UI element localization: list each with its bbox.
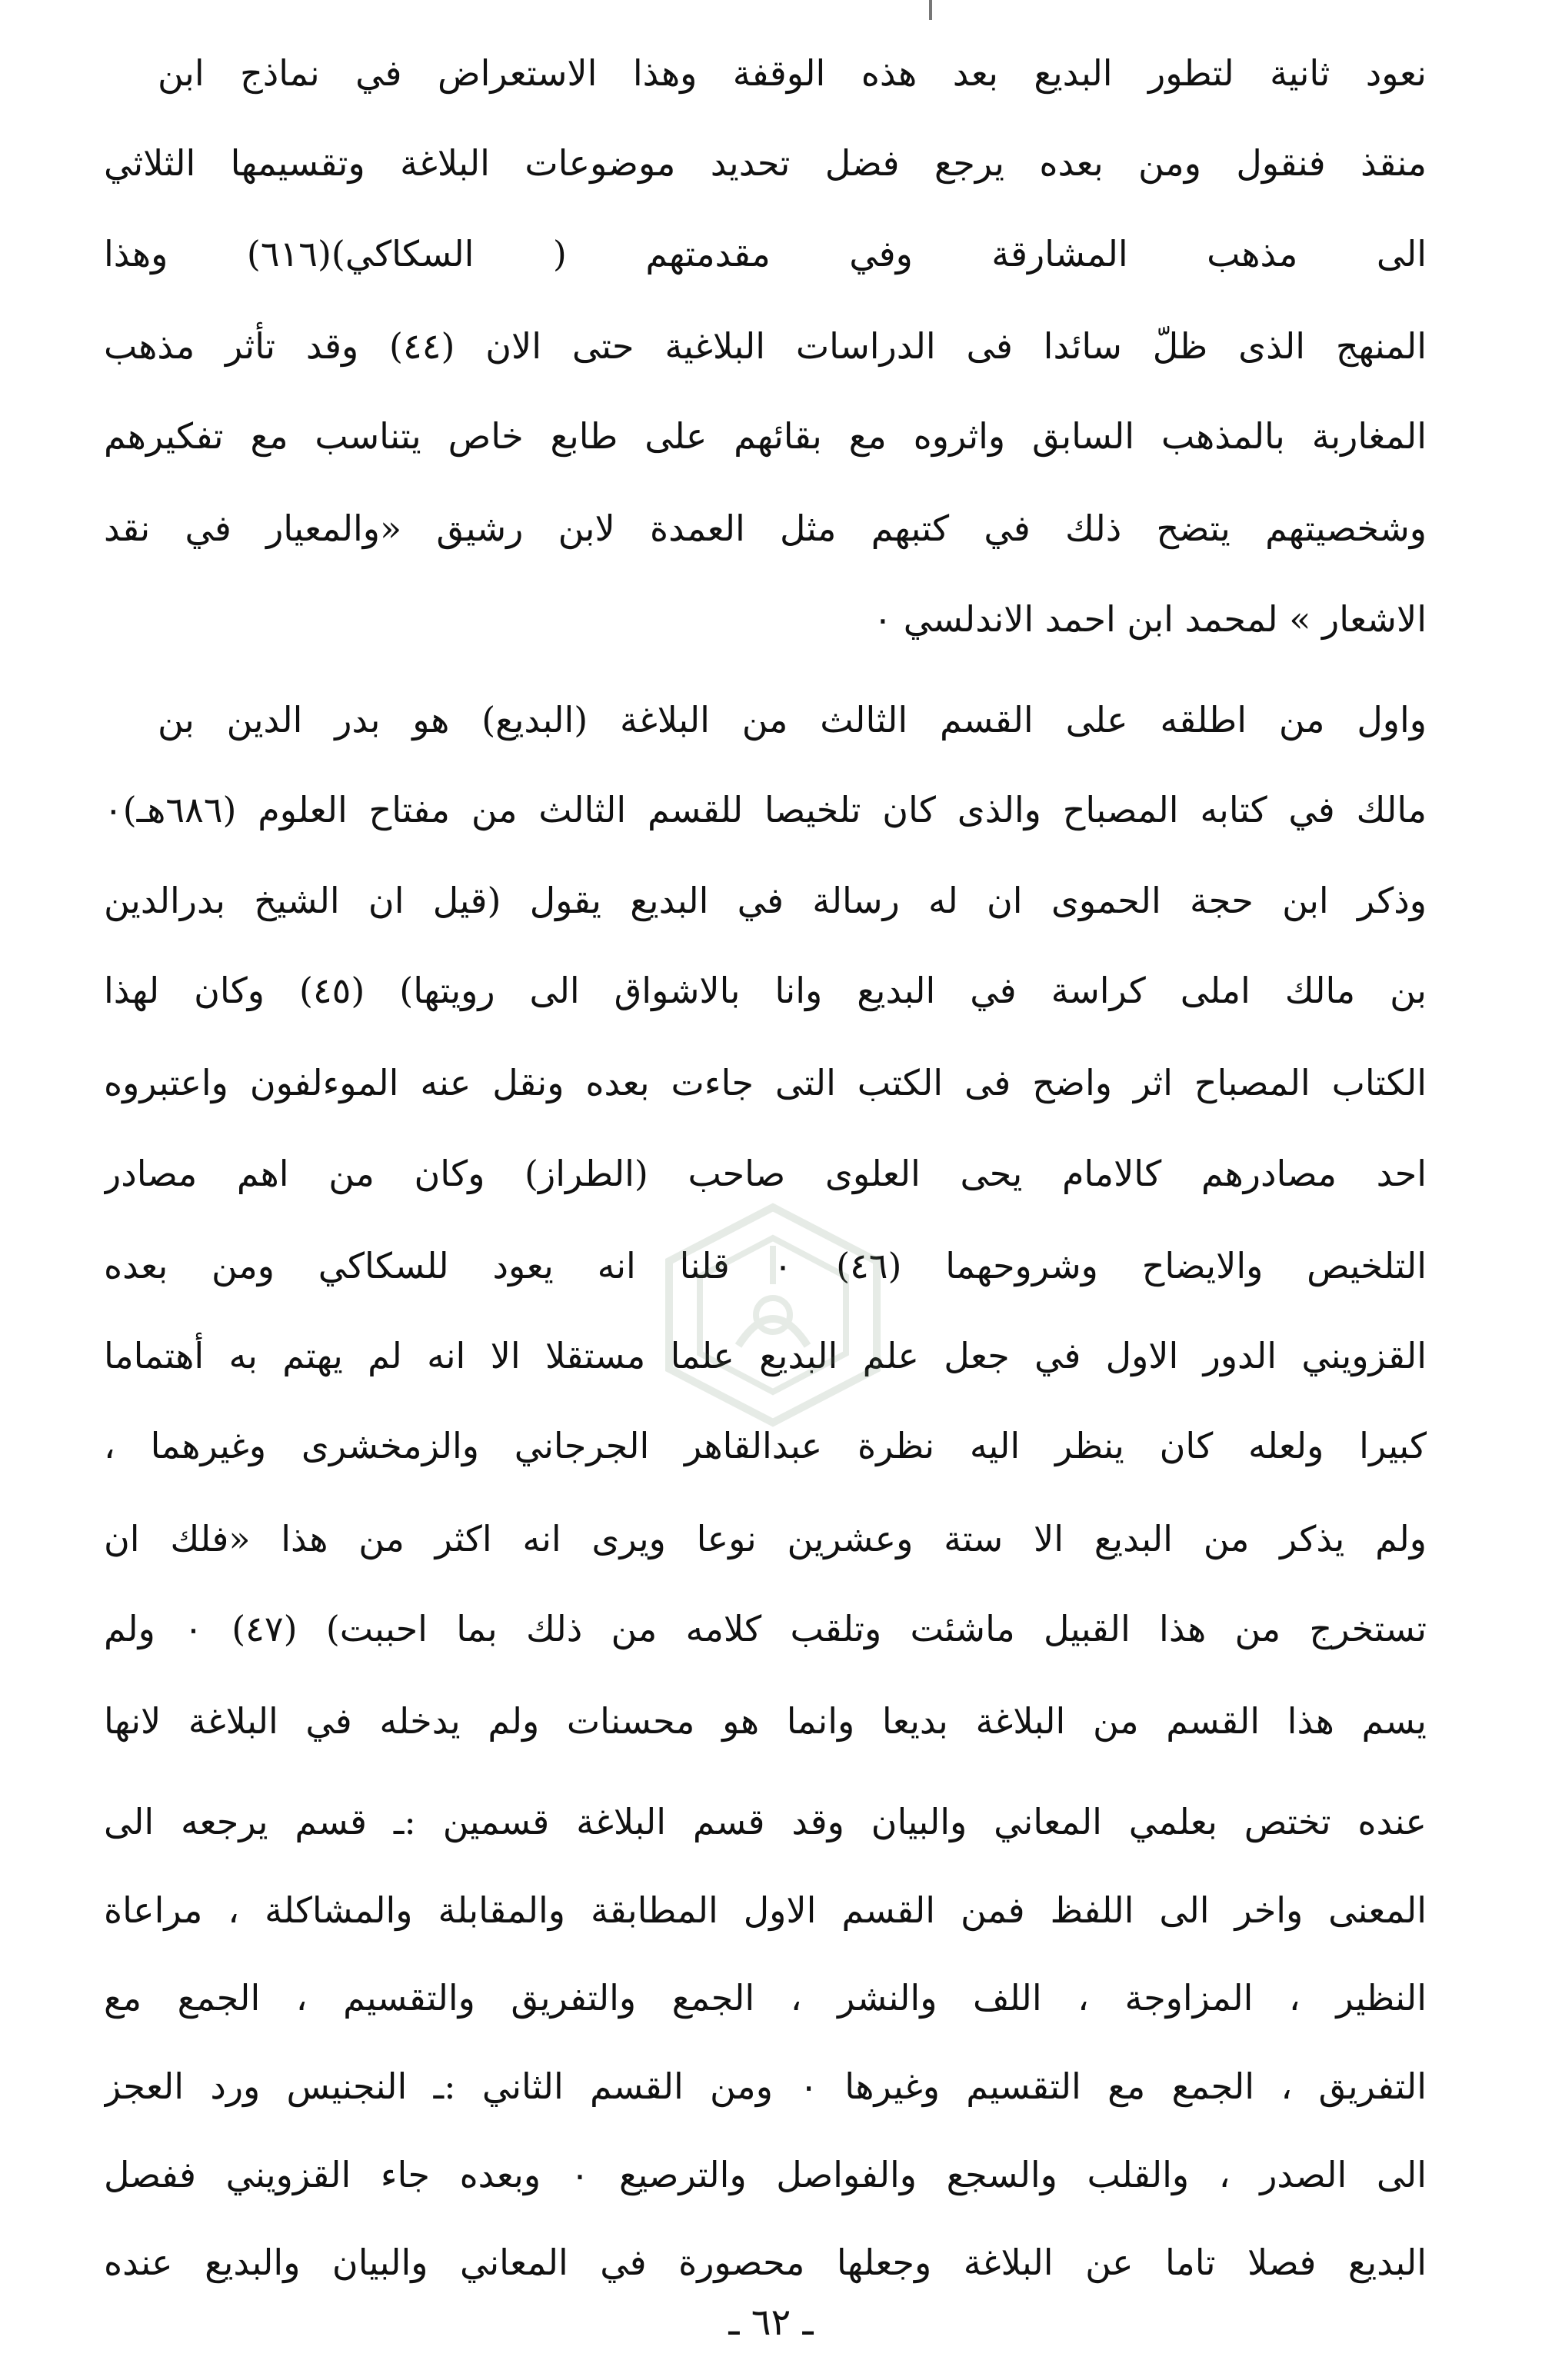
paragraph-3-line-4: التفريق ، الجمع مع التقسيم وغيرها ٠ ومن القسم الثاني :ـ النجنيس ورد العجز [104, 2065, 1427, 2107]
library-stamp-watermark [646, 1200, 900, 1430]
scan-mark [929, 0, 932, 20]
paragraph-3-line-3: النظير ، المزاوجة ، اللف والنشر ، الجمع والتفريق والتقسيم ، الجمع مع [104, 1977, 1427, 2019]
paragraph-1-line-5: المغاربة بالمذهب السابق واثروه مع بقائهم على طابع خاص يتناسب مع تفكيرهم [104, 415, 1427, 457]
paragraph-2-line-3: وذكر ابن حجة الحموى ان له رسالة في البديع يقول (قيل ان الشيخ بدرالدين [104, 880, 1427, 921]
paragraph-2-line-1: واول من اطلقه على القسم الثالث من البلاغة (البديع) هو بدر الدين بن [158, 699, 1427, 741]
paragraph-2-line-8: القزويني الدور الاول في جعل علم البديع علما مستقلا الا انه لم يهتم به أهتماما [104, 1335, 1427, 1376]
paragraph-3-line-2: المعنى واخر الى اللفظ فمن القسم الاول المطابقة والمقابلة والمشاكلة ، مراعاة [104, 1889, 1427, 1931]
paragraph-2-line-7: التلخيص والايضاح وشروحهما (٤٦) ٠ قلنا انه يعود للسكاكي ومن بعده [104, 1245, 1427, 1287]
paragraph-3-line-5: الى الصدر ، والقلب والسجع والفواصل والترصيع ٠ وبعده جاء القزويني ففصل [104, 2154, 1427, 2195]
paragraph-3-line-1: عنده تختص بعلمي المعاني والبيان وقد قسم البلاغة قسمين :ـ قسم يرجعه الى [104, 1801, 1427, 1842]
paragraph-2-line-12: يسم هذا القسم من البلاغة بديعا وانما هو محسنات ولم يدخله في البلاغة لانها [104, 1700, 1427, 1742]
paragraph-1-line-6: وشخصيتهم يتضح ذلك في كتبهم مثل العمدة لابن رشيق «والمعيار في نقد [104, 508, 1427, 549]
paragraph-3-line-6: البديع فصلا تاما عن البلاغة وجعلها محصورة في المعاني والبيان والبديع عنده [104, 2242, 1427, 2283]
paragraph-1-line-7: الاشعار » لمحمد ابن احمد الاندلسي ٠ [873, 598, 1427, 640]
paragraph-1-line-3: الى مذهب المشارقة وفي مقدمتهم ( السكاكي)(٦١٦) وهذا [104, 233, 1427, 275]
paragraph-1-line-4: المنهج الذى ظلّ سائدا فى الدراسات البلاغية حتى الان (٤٤) وقد تأثر مذهب [104, 325, 1427, 367]
paragraph-1-line-2: منقذ فنقول ومن بعده يرجع فضل تحديد موضوعات البلاغة وتقسيمها الثلاثي [104, 142, 1427, 184]
paragraph-2-line-9: كبيرا ولعله كان ينظر اليه نظرة عبدالقاهر الجرجاني والزمخشرى وغيرهما ، [104, 1425, 1427, 1466]
paragraph-2-line-4: بن مالك املى كراسة في البديع وانا بالاشواق الى رويتها) (٤٥) وكان لهذا [104, 970, 1427, 1011]
paragraph-2-line-5: الكتاب المصباح اثر واضح فى الكتب التى جاءت بعده ونقل عنه الموءلفون واعتبروه [104, 1062, 1427, 1103]
paragraph-2-line-6: احد مصادرهم كالامام يحى العلوى صاحب (الطراز) وكان من اهم مصادر [104, 1153, 1427, 1194]
paragraph-2-line-11: تستخرج من هذا القبيل ماشئت وتلقب كلامه من ذلك بما احببت) (٤٧) ٠ ولم [104, 1608, 1427, 1649]
paragraph-2-line-2: مالك في كتابه المصباح والذى كان تلخيصا للقسم الثالث من مفتاح العلوم (٦٨٦هـ)٠ [104, 789, 1427, 831]
paragraph-2-line-10: ولم يذكر من البديع الا ستة وعشرين نوعا ويرى انه اكثر من هذا «فلك ان [104, 1518, 1427, 1559]
page-number: ـ ٦٢ ـ [728, 2301, 814, 2344]
paragraph-1-line-1: نعود ثانية لتطور البديع بعد هذه الوقفة وهذا الاستعراض في نماذج ابن [158, 52, 1427, 94]
